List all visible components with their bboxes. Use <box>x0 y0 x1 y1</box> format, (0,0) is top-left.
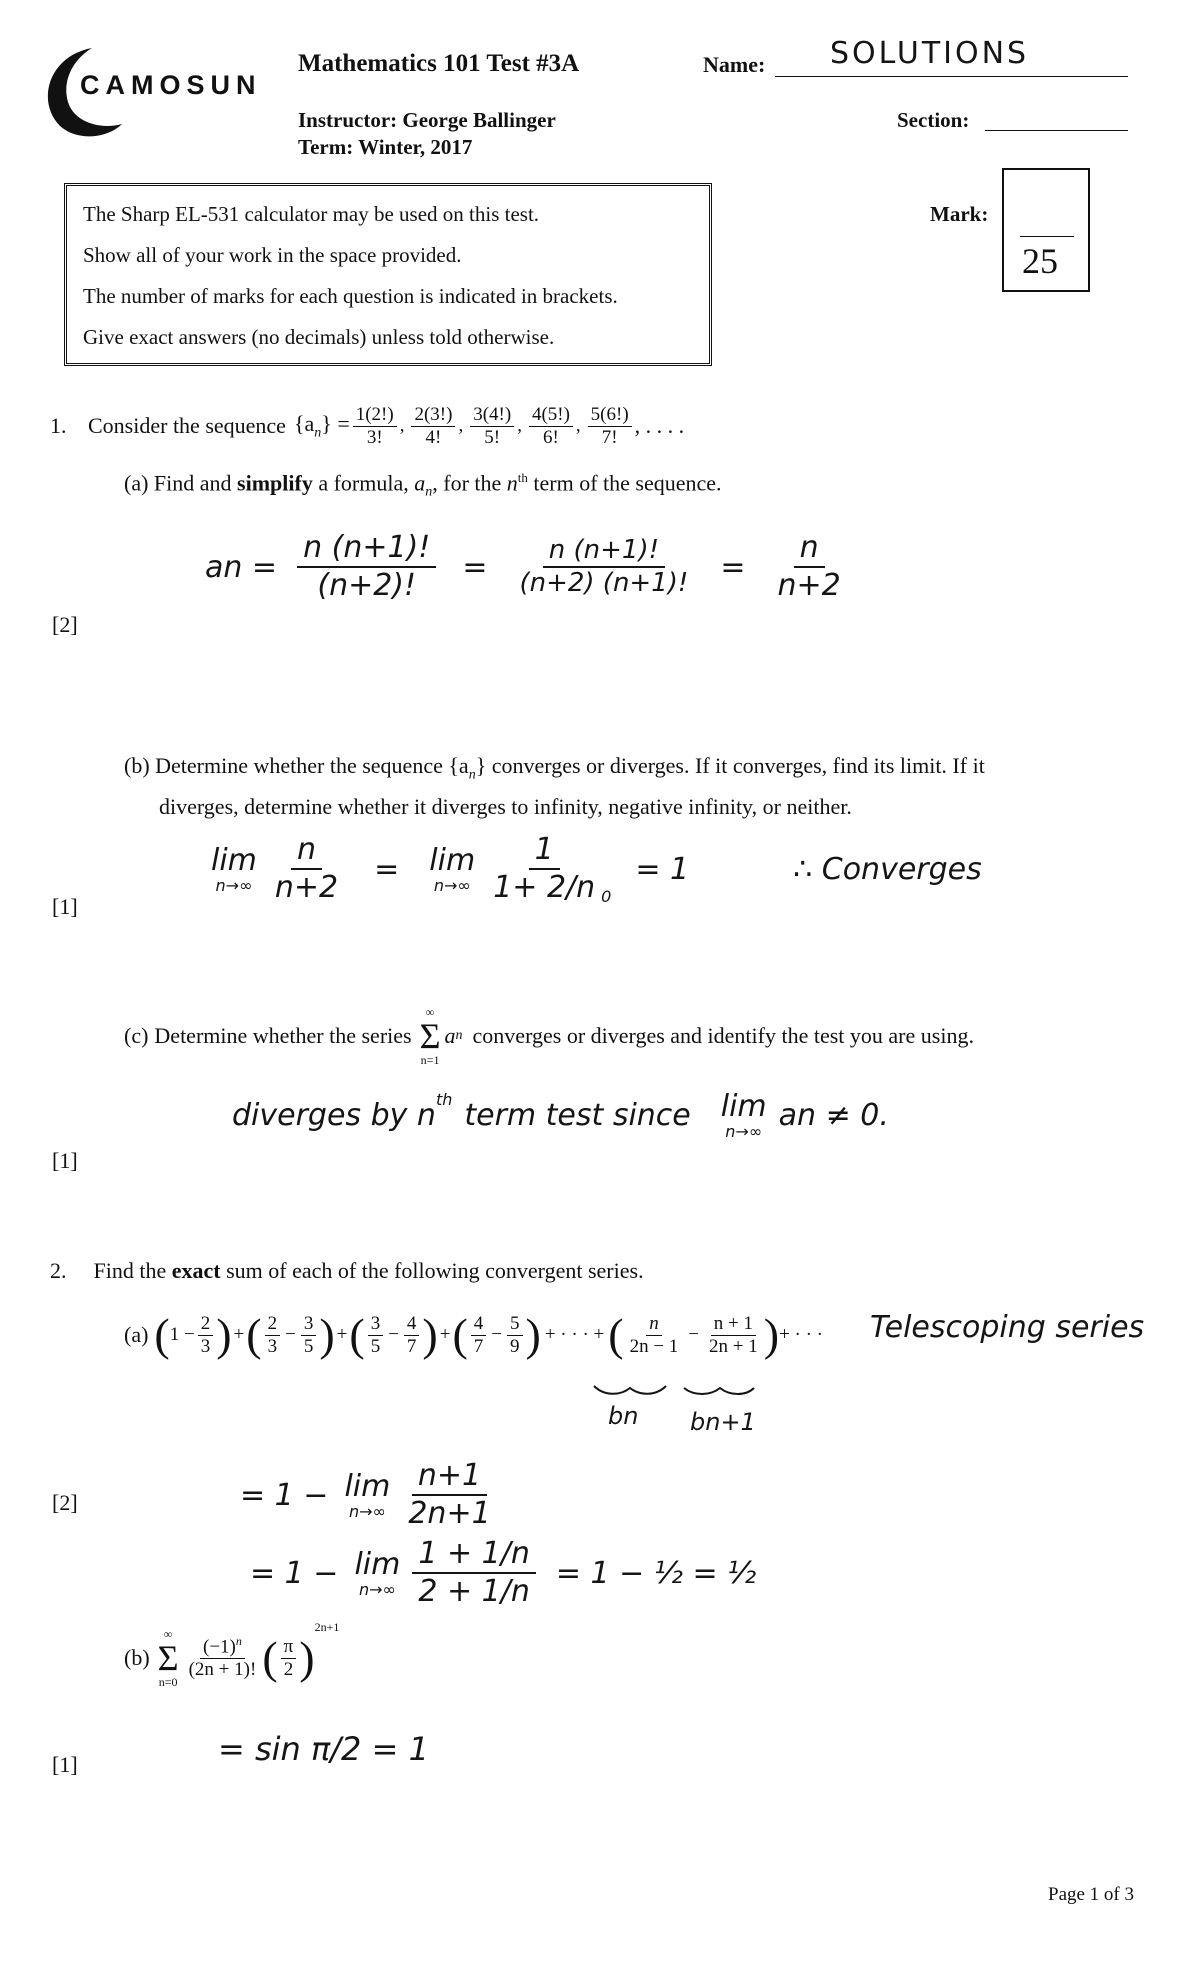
q2a-series: (a) ( 1 − $\frac{2}{3}$ ) + ( $\frac{2}{3}$ − $\frac{3}{5}$ ) + ( $\frac{3}{5}$ − $\frac{4}{7}$ ) + ( $\frac{4}{7}$ − $\frac{5}{9}$ ) + · · · + ( $\frac{n}{2n - 1}$ − $\frac{n + 1}{2n + 1}$ ) + · · · <box>124 1309 824 1360</box>
q2a-marks: [2] <box>52 1490 78 1515</box>
q1-ellipsis: , . . . . <box>634 413 685 439</box>
name-label: Name: <box>703 52 766 77</box>
q2a-note: Telescoping series <box>870 1310 1145 1345</box>
instructions-box <box>64 183 712 366</box>
series-term: ( $\frac{2}{3}$ − $\frac{3}{5}$ ) <box>246 1309 335 1360</box>
mark-box <box>1002 168 1090 292</box>
series-term: ( $\frac{4}{7}$ − $\frac{5}{9}$ ) <box>452 1309 541 1360</box>
test-title: Mathematics 101 Test #3A <box>298 50 580 77</box>
sequence-term: $\frac{3(4!)}{5!}$ <box>470 404 514 449</box>
q1-stem <box>50 404 684 449</box>
sequence-term: $\frac{5(6!)}{7!}$ <box>588 404 632 449</box>
mark-total: 25 <box>1022 241 1058 281</box>
q2a-answer-line1: = 1 − lim n→∞ $\frac{n+1}{2n+1}$ <box>240 1458 491 1531</box>
q1a-answer: an = $\frac{n (n+1)!}{(n+2)!}$ = $\frac{n (n+1)!}{(n+2) (n+1)!}$ = $\frac{n}{n+2}$ <box>205 530 841 603</box>
q2a-terms: ( 1 − $\frac{2}{3}$ ) + ( $\frac{2}{3}$ − $\frac{3}{5}$ ) + ( $\frac{3}{5}$ − $\frac{4}{7}$ ) + ( $\frac{4}{7}$ − $\frac{5}{9}$ ) <box>154 1309 541 1360</box>
q2a-answer-line2: = 1 − lim n→∞ $\frac{1 + 1/n}{2 + 1/n}$ = 1 − ½ = ½ <box>250 1536 757 1609</box>
q1b-prompt: (b) Determine whether the sequence $\{a_n\}$ converges or diverges. If it converges, find its limit. If it diverges, determine whether it diverges to infinity, negative infinity, or neither. <box>124 753 985 820</box>
q2b-series: (b) ∞ Σ n=0 $\frac{(-1)^n}{(2n + 1)!}$ ( $\frac{\pi}{2}$ ) 2n+1 <box>124 1620 340 1689</box>
q2a-bn-label: bn <box>608 1402 639 1430</box>
q2a-underbraces <box>580 1378 760 1408</box>
term-line: Term: Winter, 2017 <box>298 135 473 159</box>
mark-score-line <box>1020 236 1074 237</box>
q1c-marks: [1] <box>52 1148 78 1173</box>
q1c-prompt: (c) Determine whether the series ∞ Σ n=1 a n converges or diverges and identify the test you are using. <box>124 1005 974 1067</box>
mark-label: Mark: <box>930 202 989 226</box>
page-number: Page 1 of 3 <box>1048 1884 1135 1905</box>
q1b-marks: [1] <box>52 894 78 919</box>
name-value: SOLUTIONS <box>830 36 1030 71</box>
section-label: Section: <box>897 108 970 132</box>
sequence-term: $\frac{1(2!)}{3!}$ <box>353 404 397 449</box>
series-term: ( $\frac{3}{5}$ − $\frac{4}{7}$ ) <box>349 1309 438 1360</box>
instructor-line: Instructor: George Ballinger <box>298 108 556 132</box>
q1-sequence-terms: $\frac{1(2!)}{3!}$ , $\frac{2(3!)}{4!}$ , $\frac{3(4!)}{5!}$ , $\frac{4(5!)}{6!}$ , $\frac{5(6!)}{7!}$ <box>350 404 635 449</box>
q1-stem-text: Consider the sequence <box>88 413 286 439</box>
name-underline <box>775 76 1128 77</box>
logo-text: CAMOSUN <box>80 70 262 100</box>
series-term: ( 1 − $\frac{2}{3}$ ) <box>154 1309 232 1360</box>
camosun-logo <box>30 42 290 138</box>
sequence-term: $\frac{2(3!)}{4!}$ <box>411 404 455 449</box>
instruction-4: Give exact answers (no decimals) unless told otherwise. <box>83 325 555 349</box>
q2-stem: 2. Find the exact sum of each of the following convergent series. <box>50 1258 644 1283</box>
q1b-answer: lim n→∞ $\frac{n}{n+2}$ = lim n→∞ $\frac{1}{1+ 2/n}$ 0 = 1 ∴ Converges <box>211 832 982 906</box>
q1a-prompt: (a) Find and simplify a formula, $a_n$, for the $n^{th}$ term of the sequence. <box>124 470 722 500</box>
section-underline <box>985 130 1128 131</box>
q2b-marks: [1] <box>52 1752 78 1777</box>
instruction-1: The Sharp EL-531 calculator may be used on this test. <box>83 202 540 226</box>
q1-seq-open: $\{a_n\}$ = <box>293 411 350 441</box>
instruction-3: The number of marks for each question is indicated in brackets. <box>83 284 618 308</box>
q1a-marks: [2] <box>52 612 78 637</box>
q2a-bn1-label: bn+1 <box>690 1408 756 1436</box>
sequence-term: $\frac{4(5!)}{6!}$ <box>529 404 573 449</box>
q1c-answer: diverges by n $^{th}$ term test since lim n→∞ an ≠ 0. <box>232 1089 889 1141</box>
instruction-2: Show all of your work in the space provided. <box>83 243 462 267</box>
q2b-answer: = sin π/2 = 1 <box>218 1730 429 1768</box>
q1-number: 1. <box>50 413 67 439</box>
